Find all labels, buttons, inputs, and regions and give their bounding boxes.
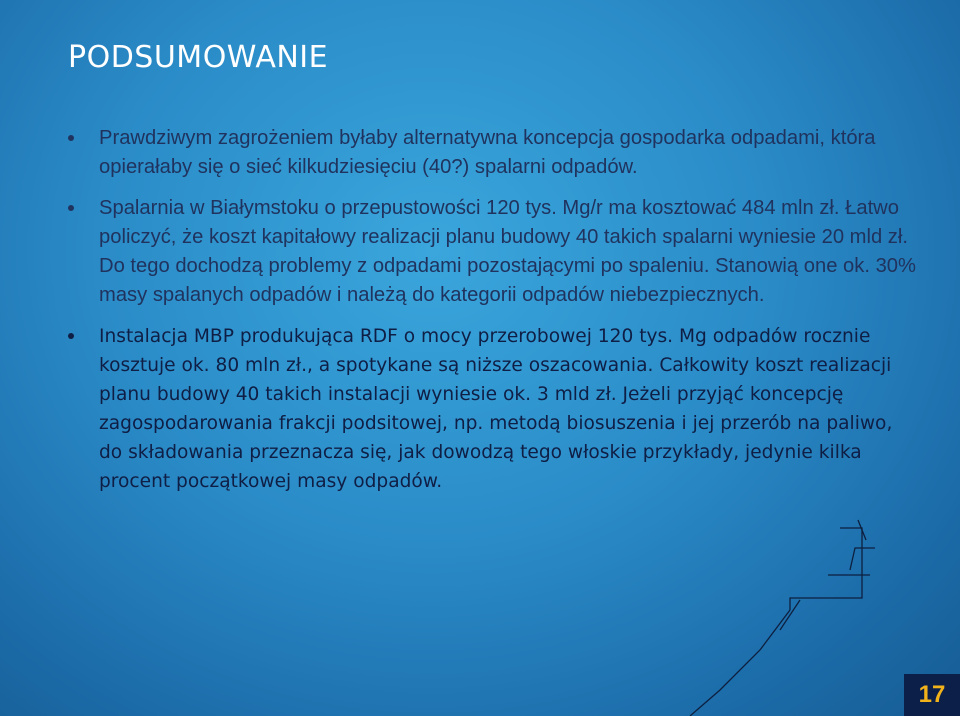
bullet-item xyxy=(68,322,918,496)
bullet-text: Prawdziwym zagrożeniem byłaby alternatywna koncepcja gospodarka odpadami, która opierałaby się o sieć kilkudziesięciu (40?) spalarni odpadów. xyxy=(99,127,876,178)
bullet-dot-icon xyxy=(68,135,74,141)
bullet-text: Spalarnia w Białymstoku o przepustowości 120 tys. Mg/r ma kosztować 484 mln zł. Łatwo policzyć, że koszt kapitałowy realizacji planu budowy 40 takich spalarni wyniesie 20 mld zł. Do tego dochodzą problemy z odpadami pozostającymi po spaleniu. Stanowią one ok. 30% masy spalanych odpadów i należą do kategorii odpadów niebezpiecznych. xyxy=(99,197,916,306)
page-number-badge: 17 xyxy=(904,674,960,716)
bullet-list xyxy=(68,124,918,508)
slide-title: PODSUMOWANIE xyxy=(68,40,329,75)
bullet-item xyxy=(68,194,918,310)
bullet-text: Instalacja MBP produkująca RDF o mocy przerobowej 120 tys. Mg odpadów rocznie kosztuje ok. 80 mln zł., a spotykane są niższe oszacowania. Całkowity koszt realizacji planu budowy 40 takich instalacji wyniesie ok. 3 mld zł. Jeżeli przyjąć koncepcję zagospodarowania frakcji podsitowej, np. metodą biosuszenia i jej przerób na paliwo, do składowania przeznacza się, jak dowodzą tego włoskie przykłady, jedynie kilka procent początkowej masy odpadów. xyxy=(99,326,893,492)
bullet-item xyxy=(68,124,918,182)
bullet-dot-icon xyxy=(68,333,74,339)
bullet-dot-icon xyxy=(68,205,74,211)
